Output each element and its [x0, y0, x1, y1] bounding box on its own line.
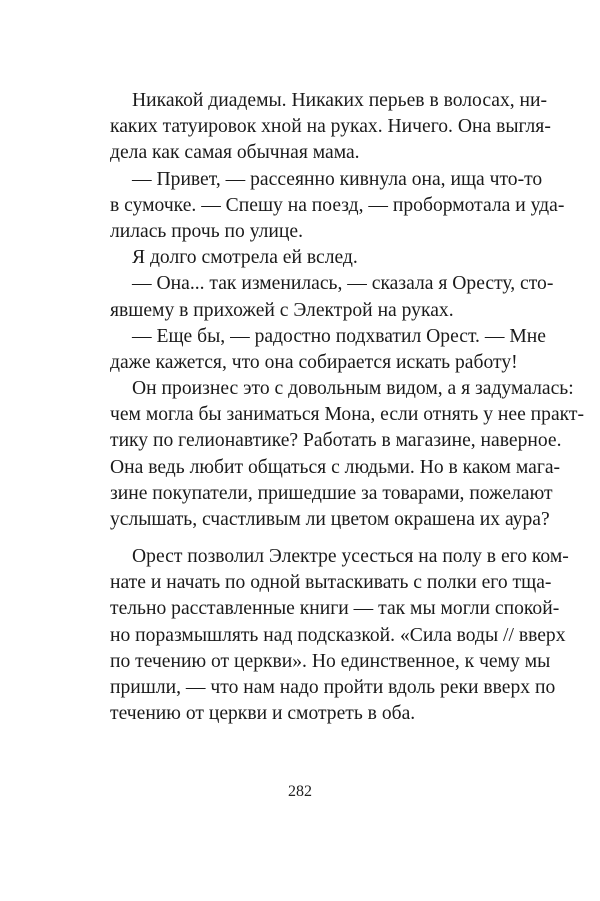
- text-line: зине покупатели, пришедшие за товарами, пожелают: [110, 482, 553, 504]
- text-line: Орест позволил Электре усесться на полу в его ком-: [132, 546, 569, 567]
- text-line: — Еще бы, — радостно подхватил Орест. — Мне: [132, 325, 546, 347]
- text-line: но поразмышлять над подсказкой. «Сила воды // вверх: [110, 624, 566, 646]
- text-line: — Она... так изменилась, — сказала я Оресту, сто-: [132, 273, 554, 295]
- text-line: услышать, счастливым ли цветом окрашена их аура?: [110, 509, 550, 530]
- text-line: Я долго смотрела ей вслед.: [132, 247, 358, 269]
- text-line: даже кажется, что она собирается искать работу!: [110, 351, 518, 373]
- text-line: течению от церкви и смотреть в оба.: [110, 703, 416, 725]
- text-line: Он произнес это с довольным видом, а я задумалась:: [132, 378, 574, 400]
- text-line: пришли, — что нам надо пройти вдоль реки вверх по: [110, 676, 556, 698]
- text-block: [110, 88, 585, 533]
- text-line: — Привет, — рассеянно кивнула она, ища что-то: [132, 168, 543, 190]
- text-line: каких татуировок хной на руках. Ничего. Она выгля-: [110, 116, 551, 138]
- text-line: по течению от церкви». Но единственное, к чему мы: [110, 650, 551, 672]
- text-line: тику по гелионавтике? Работать в магазине, наверное.: [110, 430, 562, 452]
- text-block: [110, 544, 569, 727]
- text-line: чем могла бы заниматься Мона, если отнять у нее практ-: [110, 404, 585, 426]
- text-line: нате и начать по одной вытаскивать с полки его тща-: [110, 572, 552, 594]
- text-line: явшему в прихожей с Электрой на руках.: [110, 299, 454, 321]
- text-line: Она ведь любит общаться с людьми. Но в каком мага-: [110, 456, 561, 478]
- text-line: дела как самая обычная мама.: [110, 142, 360, 164]
- text-line: тельно расставленные книги — так мы могли спокой-: [110, 598, 560, 620]
- text-line: лилась прочь по улице.: [110, 220, 303, 242]
- text-line: в сумочке. — Спешу на поезд, — пробормотала и уда-: [110, 194, 565, 216]
- text-line: Никакой диадемы. Никаких перьев в волосах, ни-: [132, 90, 548, 111]
- page-number: 282: [288, 783, 312, 800]
